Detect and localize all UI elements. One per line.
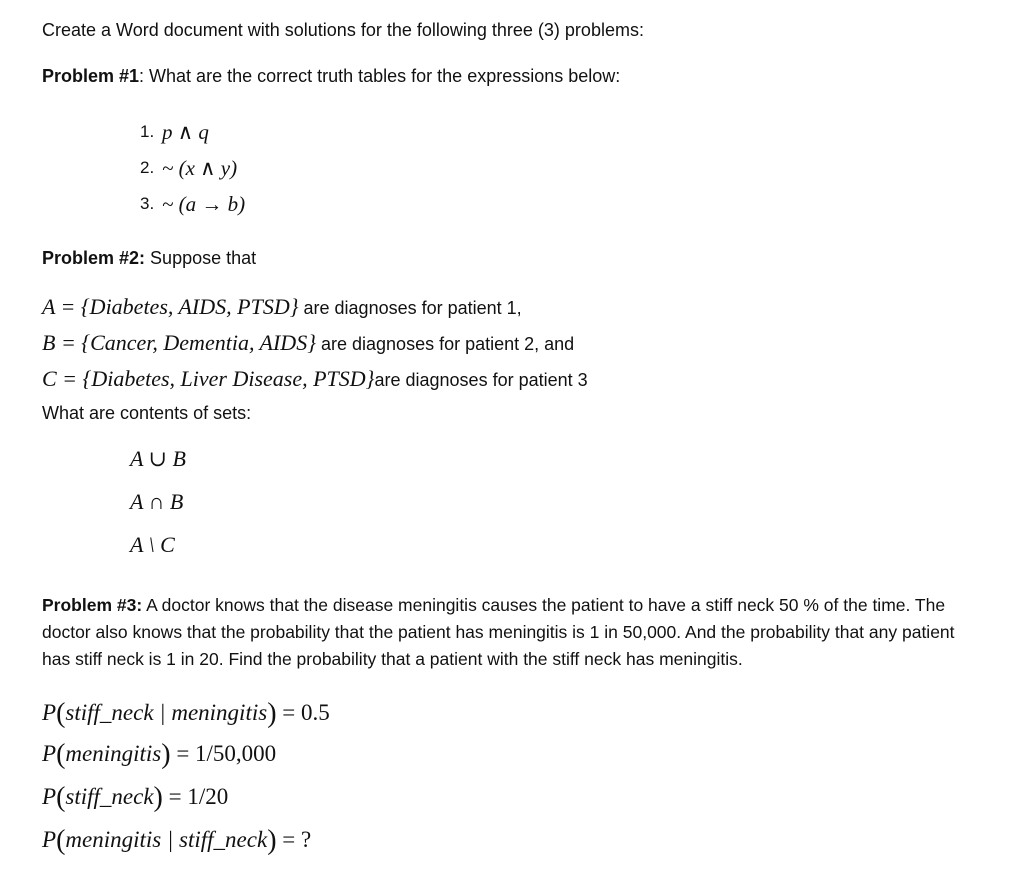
open-paren: (: [56, 782, 66, 813]
expression: ~ (a → b): [162, 191, 246, 216]
problem-1-heading: [42, 66, 620, 87]
formula-value: = 1/20: [168, 784, 229, 809]
close-paren: ): [153, 782, 163, 813]
set-description: are diagnoses for patient 2, and: [316, 334, 575, 354]
expression: p ∧ q: [162, 119, 209, 144]
set-operation: A \ C: [130, 532, 175, 557]
formula-function: P: [42, 784, 57, 809]
problem-2-label: Problem #2:: [42, 248, 146, 268]
problem-2-question: What are contents of sets:: [42, 403, 252, 423]
probability-formula: [42, 825, 311, 857]
formula-function: P: [42, 827, 57, 852]
set-operation: A ∪ B: [130, 446, 186, 471]
intro-text: Create a Word document with solutions for the following three (3) problems:: [42, 20, 644, 40]
formula-function: P: [42, 741, 57, 766]
set-description: are diagnoses for patient 3: [374, 370, 588, 390]
set-description: are diagnoses for patient 1,: [298, 298, 522, 318]
formula-argument: stiff_neck | meningitis: [65, 700, 268, 725]
open-paren: (: [56, 739, 66, 770]
expression-number: 3.: [140, 194, 155, 213]
problem-3-label: Problem #3:: [42, 595, 143, 615]
close-paren: ): [161, 739, 171, 770]
open-paren: (: [56, 698, 66, 729]
expression: ~ (x ∧ y): [162, 155, 238, 180]
set-definition: [42, 330, 574, 356]
probability-formula: [42, 782, 228, 814]
expression-item: [140, 150, 245, 186]
problem-1-label: Problem #1: [42, 66, 140, 86]
formula-argument: stiff_neck: [65, 784, 154, 809]
set-expression: C = {Diabetes, Liver Disease, PTSD}: [42, 366, 375, 391]
set-expression: A = {Diabetes, AIDS, PTSD}: [42, 294, 299, 319]
set-definition: [42, 294, 522, 320]
close-paren: ): [267, 698, 277, 729]
problem-3-paragraph: [42, 592, 982, 673]
expression-number: 1.: [140, 122, 155, 141]
formula-value: = 1/50,000: [176, 741, 277, 766]
expression-item: [140, 114, 245, 150]
set-operation-list: [130, 446, 186, 575]
set-operation: A ∩ B: [130, 489, 184, 514]
problem-2-heading: [42, 248, 256, 269]
expression-number: 2.: [140, 158, 155, 177]
problem-1-text: : What are the correct truth tables for the expressions below:: [139, 66, 621, 86]
formula-function: P: [42, 700, 57, 725]
problem-2-text: Suppose that: [145, 248, 257, 268]
formula-value: = 0.5: [282, 700, 330, 725]
formula-value: = ?: [282, 827, 312, 852]
open-paren: (: [56, 825, 66, 856]
formula-argument: meningitis: [65, 741, 162, 766]
set-definition: [42, 366, 588, 392]
problem-3-text: A doctor knows that the disease meningitis causes the patient to have a stiff neck 50 % of the time. The doctor also knows that the probability that the patient has meningitis is 1 in 50,000. And the probability that any patient has stiff neck is 1 in 20. Find the probability that a patient with the stiff neck has meningitis.: [42, 595, 955, 669]
probability-formula: [42, 739, 276, 771]
close-paren: ): [267, 825, 277, 856]
expression-item: [140, 186, 245, 222]
formula-argument: meningitis | stiff_neck: [65, 827, 268, 852]
probability-formula: [42, 698, 330, 730]
problem-1-expression-list: [140, 114, 245, 222]
set-expression: B = {Cancer, Dementia, AIDS}: [42, 330, 316, 355]
